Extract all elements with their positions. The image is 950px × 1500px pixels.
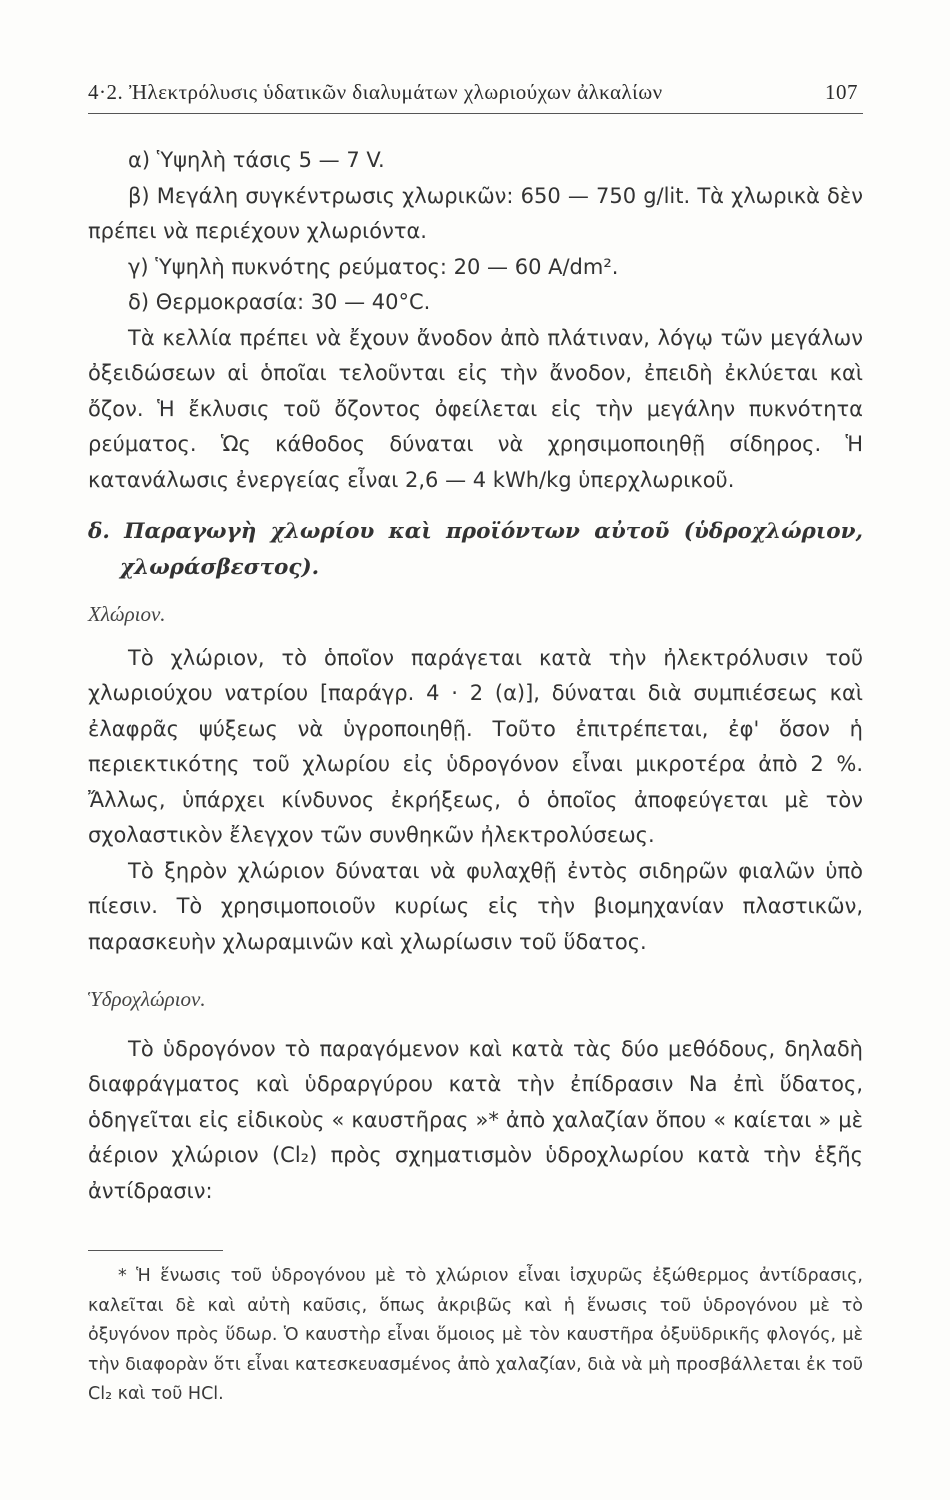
paragraph-hydrogen-chloride: Τὸ ὑδρογόνον τὸ παραγόμενον καὶ κατὰ τὰς δύο μεθόδους, δηλαδὴ διαφράγματος καὶ ὑδραργύρου κατὰ τὴν ἐπίδρασιν Na ἐπὶ ὕδατος, ὁδηγεῖται εἰς εἰδικοὺς « καυστῆρας »* ἀπὸ χαλαζίαν ὅπου « καίεται » μὲ ἀέριον χλώριον (Cl₂) πρὸς σχηματισμὸν ὑδροχλωρίου κατὰ τὴν ἑξῆς ἀντίδρασιν:: [88, 1036, 863, 1203]
condition-b: β) Μεγάλη συγκέντρωσις χλωρικῶν: 650 — 750 g/lit. Τὰ χλωρικὰ δὲν πρέπει νὰ περιέχουν χλωριόντα.: [88, 183, 863, 243]
paragraph-cells: Τὰ κελλία πρέπει νὰ ἔχουν ἄνοδον ἀπὸ πλάτιναν, λόγῳ τῶν μεγάλων ὀξειδώσεων αἱ ὁποῖαι τελοῦνται εἰς τὴν ἄνοδον, ἐπειδὴ ἐκλύεται καὶ ὄζον. Ἡ ἔκλυσις τοῦ ὄζοντος ὀφείλεται εἰς τὴν μεγάλην πυκνότητα ρεύματος. Ὡς κάθοδος δύναται νὰ χρησιμοποιηθῇ σίδηρος. Ἡ κατανάλωσις ἐνεργείας εἶναι 2,6 — 4 kWh/kg ὑπερχλωρικοῦ.: [88, 325, 863, 492]
paragraph-chlorine-2: Τὸ ξηρὸν χλώριον δύναται νὰ φυλαχθῇ ἐντὸς σιδηρῶν φιαλῶν ὑπὸ πίεσιν. Τὸ χρησιμοποιοῦν κυρίως εἰς τὴν βιομηχανίαν πλαστικῶν, παρασκευὴν χλωραμινῶν καὶ χλωρίωσιν τοῦ ὕδατος.: [88, 858, 863, 954]
section-heading: δ. Παραγωγὴ χλωρίου καὶ προϊόντων αὐτοῦ (ὑδροχλώριον, χλωράσβεστος).: [88, 519, 863, 580]
header-rule: [88, 113, 863, 114]
footnote: [88, 1262, 863, 1410]
footnote-text: * Ἡ ἕνωσις τοῦ ὑδρογόνου μὲ τὸ χλώριον εἶναι ἰσχυρῶς ἐξώθερμος ἀντίδρασις, καλεῖται δὲ καὶ αὐτὴ καῦσις, ὅπως ἀκριβῶς καὶ ἡ ἕνωσις τοῦ ὑδρογόνου μὲ τὸ ὀξυγόνον πρὸς ὕδωρ. Ὁ καυστὴρ εἶναι ὅμοιος μὲ τὸν καυστῆρα ὀξυϋδρικῆς φλογός, μὲ τὴν διαφορὰν ὅτι εἶναι κατεσκευασμένος ἀπὸ χαλαζίαν, διὰ νὰ μὴ προσβάλλεται ἐκ τοῦ Cl₂ καὶ τοῦ HCl.: [88, 1266, 863, 1404]
footnote-rule: [88, 1250, 223, 1251]
running-title: 4·2. Ἠλεκτρόλυσις ὑδατικῶν διαλυμάτων χλωριούχων ἀλκαλίων: [88, 80, 663, 104]
main-text: [88, 143, 863, 1209]
condition-a: α) Ὑψηλὴ τάσις 5 — 7 V.: [128, 148, 385, 172]
condition-d: δ) Θερμοκρασία: 30 — 40°C.: [128, 290, 431, 314]
condition-c: γ) Ὑψηλὴ πυκνότης ρεύματος: 20 — 60 A/dm².: [128, 254, 619, 279]
subheading-chlorine: Χλώριον.: [88, 602, 166, 626]
subheading-hydrogen-chloride: Ὑδροχλώριον.: [88, 987, 206, 1011]
page-number: 107: [825, 80, 858, 104]
running-header: [88, 76, 858, 108]
paragraph-chlorine-1: Τὸ χλώριον, τὸ ὁποῖον παράγεται κατὰ τὴν ἠλεκτρόλυσιν τοῦ χλωριούχου νατρίου [παράγρ. 4 · 2 (α)], δύναται διὰ συμπιέσεως καὶ ἐλαφρᾶς ψύξεως νὰ ὑγροποιηθῇ. Τοῦτο ἐπιτρέπεται, ἐφ' ὅσον ἡ περιεκτικότης τοῦ χλωρίου εἰς ὑδρογόνον εἶναι μικροτέρα ἀπὸ 2 %. Ἄλλως, ὑπάρχει κίνδυνος ἐκρήξεως, ὁ ὁποῖος ἀποφεύγεται μὲ τὸν σχολαστικὸν ἔλεγχον τῶν συνθηκῶν ἠλεκτρολύσεως.: [88, 645, 863, 847]
